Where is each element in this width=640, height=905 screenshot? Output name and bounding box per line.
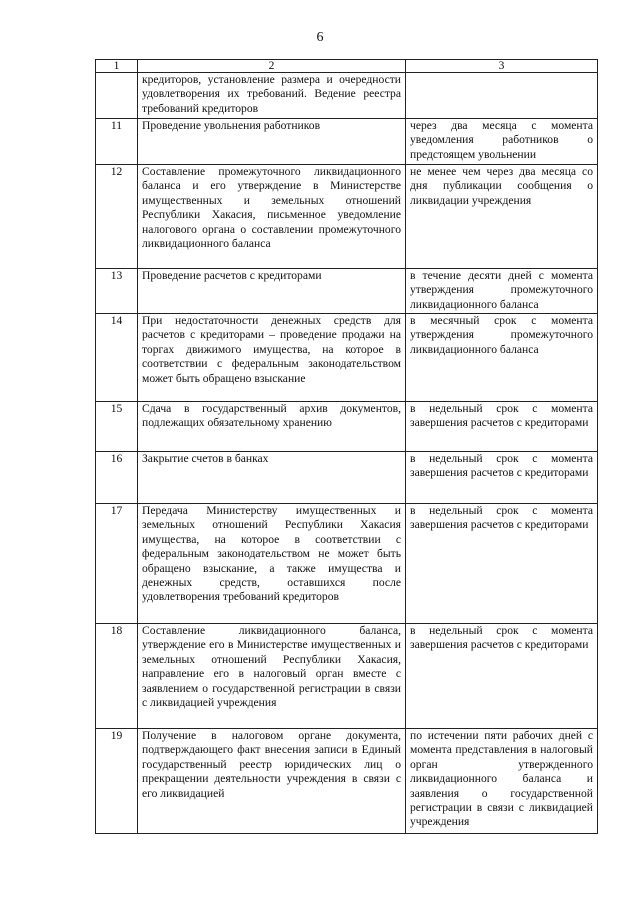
table-row	[96, 452, 598, 504]
row-action: кредиторов, установление размера и очередности удовлетворения их требований. Ведение реестра требований кредиторов	[138, 73, 406, 119]
table-row	[96, 729, 598, 834]
row-term: не менее чем через два месяца со дня публикации сообщения о ликвидации учреждения	[406, 165, 598, 269]
table-row	[96, 504, 598, 624]
table-row	[96, 402, 598, 452]
row-term	[406, 73, 598, 119]
row-number: 13	[96, 269, 138, 314]
row-term: через два месяца с момента уведомления работников о предстоящем увольнении	[406, 119, 598, 165]
row-action: Составление ликвидационного баланса, утверждение его в Министерстве имущественных и земельных отношений Республики Хакасия, направление его в налоговый орган вместе с заявлением о государственной регистрации в связи с ликвидацией учреждения	[138, 624, 406, 729]
table-row	[96, 624, 598, 729]
row-action: Передача Министерству имущественных и земельных отношений Республики Хакасия имущества, на которое в соответствии с федеральным законодательством не может быть обращено взыскание, а также имущества и денежных средств, оставшихся после удовлетворения требований кредиторов	[138, 504, 406, 624]
row-number: 15	[96, 402, 138, 452]
row-term: в месячный срок с момента утверждения промежуточного ликвидационного баланса	[406, 314, 598, 402]
row-action: Получение в налоговом органе документа, подтверждающего факт внесения записи в Единый государственный реестр юридических лиц о прекращении деятельности учреждения в связи с его ликвидацией	[138, 729, 406, 834]
row-number: 16	[96, 452, 138, 504]
table-header-row	[96, 60, 598, 73]
table-row	[96, 165, 598, 269]
row-number: 14	[96, 314, 138, 402]
row-term: в недельный срок с момента завершения расчетов с кредиторами	[406, 504, 598, 624]
row-term: в недельный срок с момента завершения расчетов с кредиторами	[406, 624, 598, 729]
row-term: в течение десяти дней с момента утверждения промежуточного ликвидационного баланса	[406, 269, 598, 314]
header-col-2: 2	[138, 60, 406, 73]
row-term: в недельный срок с момента завершения расчетов с кредиторами	[406, 452, 598, 504]
header-col-1: 1	[96, 60, 138, 73]
row-number	[96, 73, 138, 119]
row-term: в недельный срок с момента завершения расчетов с кредиторами	[406, 402, 598, 452]
row-number: 11	[96, 119, 138, 165]
row-action: Закрытие счетов в банках	[138, 452, 406, 504]
row-number: 17	[96, 504, 138, 624]
row-action: Сдача в государственный архив документов, подлежащих обязательному хранению	[138, 402, 406, 452]
table-row	[96, 73, 598, 119]
header-col-3: 3	[406, 60, 598, 73]
table-row	[96, 119, 598, 165]
row-action: Составление промежуточного ликвидационного баланса и его утверждение в Министерстве имущественных и земельных отношений Республики Хакасия, письменное уведомление налогового органа о составлении промежуточного ликвидационного баланса	[138, 165, 406, 269]
page-number: 6	[316, 30, 324, 45]
liquidation-schedule-table	[95, 59, 598, 834]
table-row	[96, 314, 598, 402]
row-number: 18	[96, 624, 138, 729]
row-action: При недостаточности денежных средств для расчетов с кредиторами – проведение продажи на торгах движимого имущества, на которое в соответствии с федеральным законодательством может быть обращено взыскание	[138, 314, 406, 402]
table-row	[96, 269, 598, 314]
row-action: Проведение увольнения работников	[138, 119, 406, 165]
row-term: по истечении пяти рабочих дней с момента представления в налоговый орган утвержденного ликвидационного баланса и заявления о государственной регистрации в связи с ликвидацией учреждения	[406, 729, 598, 834]
row-action: Проведение расчетов с кредиторами	[138, 269, 406, 314]
row-number: 19	[96, 729, 138, 834]
row-number: 12	[96, 165, 138, 269]
